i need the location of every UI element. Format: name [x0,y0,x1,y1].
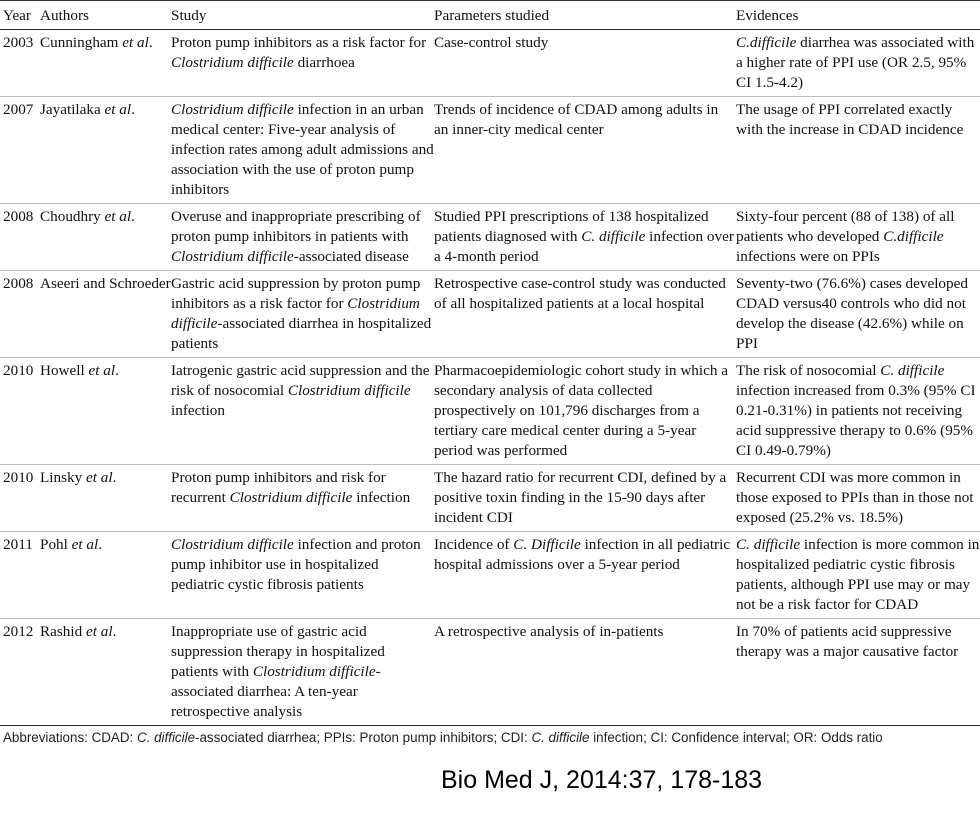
cell-authors-text-run: . [98,536,103,553]
cell-evidence [736,358,980,465]
cell-evidence-text-run: diarrhea was associated with a higher rate of PPI use (OR 2.5, 95% CI 1.5-4.2) [736,34,975,91]
cell-study-text-run: Iatrogenic gastric acid suppression and the risk of nosocomial [171,362,430,399]
header-study: Study [171,1,434,30]
cell-authors-text-run: Pohl [40,536,72,553]
cell-authors-text-run: et al [88,362,116,379]
cell-authors-text-run: . [112,469,117,486]
cell-authors-text-run: Jayatilaka [40,101,105,118]
cell-evidence [736,532,980,619]
cell-evidence [736,271,980,358]
cell-year: 2008 [0,204,40,271]
cell-authors [40,358,171,465]
cell-evidence [736,204,980,271]
cell-parameters-text-run: Retrospective case-control study was conducted of all hospitalized patients at a local hospital [434,275,726,312]
cell-study [171,619,434,726]
cell-parameters-text-run: A retrospective analysis of in-patients [434,623,664,640]
table-row [0,619,980,726]
cell-parameters-text-run: C. difficile [581,228,646,245]
cell-study [171,204,434,271]
cell-year: 2010 [0,465,40,532]
cell-year: 2007 [0,97,40,204]
cell-authors-text-run: Aseeri and Schroeder [40,275,171,292]
cell-study-text-run: Clostridium difficile [252,663,376,680]
cell-authors-text-run: Howell [40,362,89,379]
cell-authors-text-run: Linsky [40,469,86,486]
table-row [0,204,980,271]
cell-parameters [434,97,736,204]
cell-authors-text-run: et al [122,34,149,51]
cell-parameters-text-run: Case-control study [434,34,549,51]
cell-evidence [736,465,980,532]
table-header [0,1,980,30]
cell-study [171,532,434,619]
abbreviations-footnote [3,730,883,745]
cell-study-text-run: diarrhoea [293,54,355,71]
cell-study-text-run: infection and proton pump inhibitor use in hospitalized pediatric cystic fibrosis patients [171,536,421,593]
cell-study-text-run: Gastric acid suppression by proton pump inhibitors as a risk factor for [171,275,421,312]
cell-evidence-text-run: The usage of PPI correlated exactly with the increase in CDAD incidence [736,101,964,138]
cell-parameters-text-run: C. Difficile [513,536,581,553]
cell-authors [40,532,171,619]
cell-study-text-run: Overuse and inappropriate prescribing of proton pump inhibitors in patients with [171,208,421,245]
cell-year: 2012 [0,619,40,726]
table-row [0,30,980,97]
cell-parameters-text-run: infection in all pediatric hospital admissions over a 5-year period [434,536,731,573]
cell-study [171,97,434,204]
header-row [0,1,980,30]
cell-parameters-text-run: Trends of incidence of CDAD among adults in an inner-city medical center [434,101,719,138]
cell-evidence-text-run: Seventy-two (76.6%) cases developed CDAD versus40 controls who did not develop the disease (42.6%) while on PPI [736,275,968,352]
cell-authors [40,97,171,204]
cell-evidence-text-run: infection is more common in hospitalized pediatric cystic fibrosis patients, although PPI use may or may not be a risk factor for CDAD [736,536,980,613]
cell-authors [40,619,171,726]
cell-study-text-run: Clostridium difficile [287,382,411,399]
cell-study-text-run: Clostridium difficile [171,101,294,118]
cell-evidence [736,30,980,97]
cell-study-text-run: infection [352,489,411,506]
cell-study [171,30,434,97]
cell-evidence-text-run: Sixty-four percent (88 of 138) of all patients who developed [736,208,955,245]
cell-study-text-run: Proton pump inhibitors and risk for recurrent [171,469,386,506]
footnote-text-run: -associated diarrhea; PPIs: Proton pump inhibitors; CDI: [195,730,532,745]
cell-evidence-text-run: C.difficile [883,228,944,245]
table-row [0,271,980,358]
cell-parameters [434,619,736,726]
cell-evidence-text-run: C.difficile [736,34,797,51]
cell-study-text-run: Clostridium difficile [171,54,294,71]
cell-study-text-run: Clostridium difficile [171,295,420,332]
cell-year: 2011 [0,532,40,619]
cell-authors-text-run: et al [71,536,99,553]
cell-authors [40,30,171,97]
cell-authors-text-run: et al [104,101,132,118]
cell-evidence-text-run: In 70% of patients acid suppressive therapy was a major causative factor [736,623,959,660]
cell-authors-text-run: . [131,101,135,118]
cell-authors [40,465,171,532]
cell-evidence [736,97,980,204]
header-authors: Authors [40,1,171,30]
table-row [0,532,980,619]
cell-study-text-run: Clostridium difficile [171,248,294,265]
footnote-text-run: C. difficile [136,730,196,745]
cell-study-text-run: -associated disease [293,248,409,265]
footnote-text-run: infection; CI: Confidence interval; OR: Odds ratio [589,730,883,745]
cell-parameters-text-run: The hazard ratio for recurrent CDI, defined by a positive toxin finding in the 15-90 days after incident CDI [434,469,727,526]
cell-year: 2010 [0,358,40,465]
cell-authors-text-run: . [131,208,135,225]
cell-study-text-run: Proton pump inhibitors as a risk factor for [171,34,427,51]
cell-parameters [434,271,736,358]
cell-year: 2008 [0,271,40,358]
cell-authors [40,204,171,271]
cell-parameters-text-run: Incidence of [434,536,514,553]
cell-parameters [434,532,736,619]
cell-authors-text-run: . [112,623,117,640]
footnote-text-run: C. difficile [531,730,590,745]
cell-study-text-run: infection [171,402,225,419]
cell-study [171,358,434,465]
table-row [0,358,980,465]
cell-study-text-run: -associated diarrhea: A ten-year retrospective analysis [171,663,381,720]
header-parameters: Parameters studied [434,1,736,30]
cell-authors-text-run: Choudhry [40,208,105,225]
cell-authors [40,271,171,358]
header-year: Year [0,1,40,30]
cell-study-text-run: Inappropriate use of gastric acid suppression therapy in hospitalized patients with [171,623,385,680]
header-evidences: Evidences [736,1,980,30]
cell-evidence-text-run: infection increased from 0.3% (95% CI 0.21-0.31%) in patients not receiving acid suppressive therapy to 0.6% (95% CI 0.49-0.79%) [736,382,976,459]
cell-evidence-text-run: infections were on PPIs [736,248,880,265]
cell-study [171,465,434,532]
cell-evidence [736,619,980,726]
footnote-text-run: Abbreviations: CDAD: [3,730,137,745]
citation: Bio Med J, 2014:37, 178-183 [441,766,763,794]
cell-study-text-run: Clostridium difficile [229,489,353,506]
table-row [0,97,980,204]
cell-study-text-run: -associated diarrhea in hospitalized patients [171,315,432,352]
cell-parameters [434,465,736,532]
cell-authors-text-run: . [115,362,119,379]
cell-evidence-text-run: Recurrent CDI was more common in those exposed to PPIs than in those not exposed (25.2% vs. 18.5%) [736,469,974,526]
cell-parameters [434,30,736,97]
table-row [0,465,980,532]
table-body [0,30,980,726]
cell-authors-text-run: Cunningham [40,34,123,51]
cell-authors-text-run: et al [86,623,113,640]
cell-authors-text-run: et al [86,469,113,486]
cell-study-text-run: infection in an urban medical center: Five-year analysis of infection rates among adult admissions and association with the use of proton pump inhibitors [171,101,434,198]
cell-parameters [434,204,736,271]
cell-study [171,271,434,358]
cell-study-text-run: Clostridium difficile [171,536,294,553]
cell-year: 2003 [0,30,40,97]
cell-authors-text-run: et al [104,208,132,225]
cell-evidence-text-run: The risk of nosocomial [736,362,881,379]
cell-parameters-text-run: Pharmacoepidemiologic cohort study in which a secondary analysis of data collected prospectively on 101,796 discharges from a tertiary care medical center during a 5-year period was performed [434,362,728,459]
cell-evidence-text-run: C. difficile [736,536,801,553]
cell-authors-text-run: Rashid [40,623,86,640]
cell-parameters-text-run: Studied PPI prescriptions of 138 hospitalized patients diagnosed with [434,208,709,245]
cell-authors-text-run: . [148,34,153,51]
cell-parameters [434,358,736,465]
cell-parameters-text-run: infection over a 4-month period [434,228,734,265]
cell-evidence-text-run: C. difficile [880,362,945,379]
